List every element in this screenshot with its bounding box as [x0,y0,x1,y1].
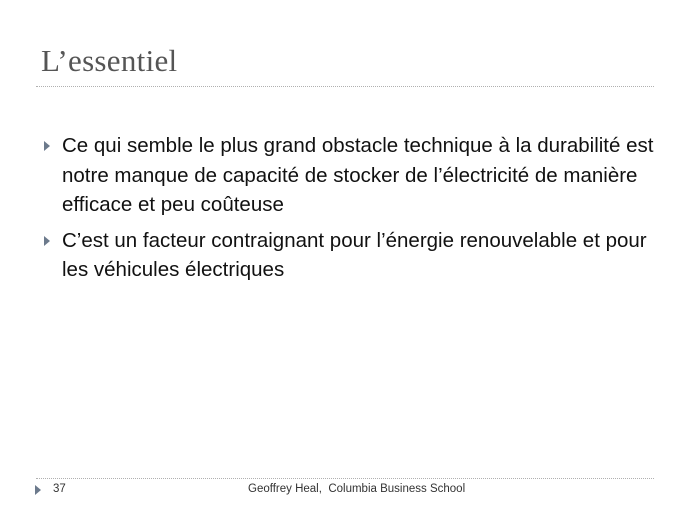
bullet-text: C’est un facteur contraignant pour l’énergie renouvelable et pour les véhicules électriques [62,228,647,281]
slide-title: L’essentiel [41,43,178,78]
bullet-text: Ce qui semble le plus grand obstacle technique à la durabilité est notre manque de capacité de stocker de l’électricité de manière efficace et peu coûteuse [62,134,654,216]
right-triangle-icon [44,141,50,151]
bullet-item [44,131,654,220]
footer-credit: Geoffrey Heal, Columbia Business School [248,483,466,495]
footer-divider [36,478,654,479]
page-number: 37 [53,483,66,495]
bullet-item [44,226,654,285]
right-triangle-icon [44,236,50,246]
right-triangle-icon [35,485,41,495]
title-divider [36,86,654,87]
bullet-list [44,131,654,291]
